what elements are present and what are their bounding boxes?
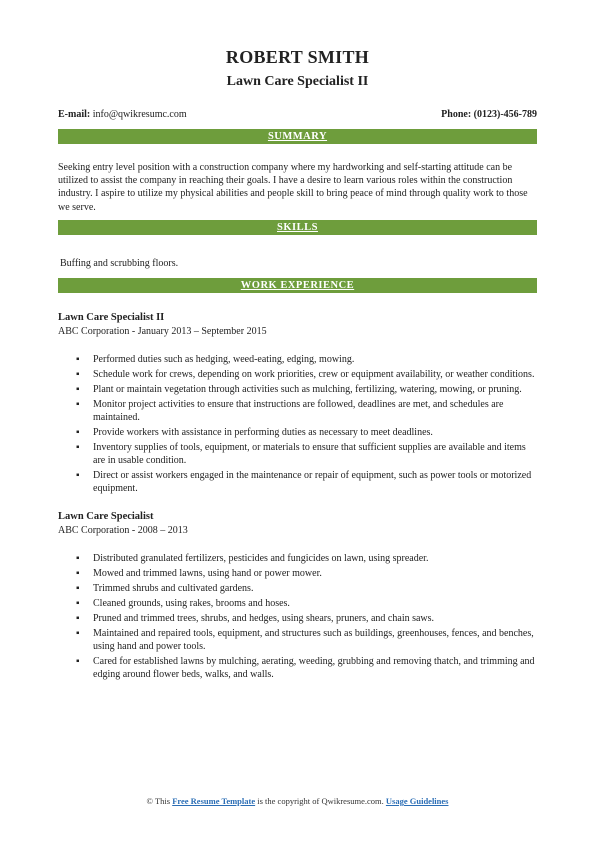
skills-heading: SKILLS bbox=[58, 220, 537, 235]
bullet-item: ▪ Provide workers with assistance in performing duties as necessary to meet deadlines. bbox=[93, 426, 537, 439]
job-title: Lawn Care Specialist II bbox=[58, 311, 165, 323]
usage-guidelines-link[interactable]: Usage Guidelines bbox=[385, 796, 449, 806]
phone-value: (0123)-456-789 bbox=[473, 109, 537, 120]
candidate-name: ROBERT SMITH bbox=[225, 47, 370, 67]
work-experience-heading: WORK EXPERIENCE bbox=[58, 278, 537, 293]
phone-label: Phone: bbox=[441, 109, 472, 120]
bullet-item: ▪ Trimmed shrubs and cultivated gardens. bbox=[93, 582, 537, 595]
bullet-item: ▪ Cared for established lawns by mulching, aerating, weeding, grubbing and removing thatch, and trimming and edging around flower beds, walks, and walls. bbox=[93, 655, 537, 681]
job-meta: ABC Corporation - 2008 – 2013 bbox=[58, 524, 188, 536]
footer-middle: is the copyright of Qwikresume.com. bbox=[257, 796, 384, 806]
bullet-item: ▪ Plant or maintain vegetation through activities such as mulching, fertilizing, watering, mowing, or pruning. bbox=[93, 383, 537, 396]
email-label: E-mail: bbox=[58, 109, 91, 120]
bullet-item: ▪ Schedule work for crews, depending on work priorities, crew or equipment availability, or weather conditions. bbox=[93, 368, 537, 381]
bullet-item: ▪ Inventory supplies of tools, equipment, or materials to ensure that sufficient supplies are available and items are in usable condition. bbox=[93, 441, 537, 467]
bullet-item: ▪ Mowed and trimmed lawns, using hand or power mower. bbox=[93, 567, 537, 580]
bullet-item: ▪ Direct or assist workers engaged in the maintenance or repair of equipment, such as power tools or motorized equipment. bbox=[93, 469, 537, 495]
job-bullets bbox=[58, 552, 537, 681]
bullet-item: ▪ Distributed granulated fertilizers, pesticides and fungicides on lawn, using spreader. bbox=[93, 552, 537, 565]
email-value[interactable]: info@qwikresumc.com bbox=[92, 109, 187, 120]
bullet-item: ▪ Maintained and repaired tools, equipment, and structures such as buildings, greenhouses, fences, and benches, using hand and power tools. bbox=[93, 627, 537, 653]
bullet-item: ▪ Cleaned grounds, using rakes, brooms and hoses. bbox=[93, 597, 537, 610]
job-entry bbox=[58, 510, 537, 681]
job-meta: ABC Corporation - January 2013 – September 2015 bbox=[58, 325, 267, 337]
footer-prefix: © This bbox=[146, 796, 171, 806]
skills-text: Buffing and scrubbing floors. bbox=[60, 257, 179, 269]
free-resume-template-link[interactable]: Free Resume Template bbox=[172, 796, 256, 806]
email-block bbox=[58, 108, 187, 121]
phone-block bbox=[441, 108, 537, 121]
bullet-item: ▪ Pruned and trimmed trees, shrubs, and hedges, using shears, pruners, and chain saws. bbox=[93, 612, 537, 625]
summary-heading: SUMMARY bbox=[58, 129, 537, 144]
contact-row bbox=[58, 108, 537, 121]
bullet-item: ▪ Performed duties such as hedging, weed-eating, edging, mowing. bbox=[93, 353, 537, 366]
bullet-item: ▪ Monitor project activities to ensure that instructions are followed, deadlines are met, and schedules are maintained. bbox=[93, 398, 537, 424]
summary-text: Seeking entry level position with a construction company where my hardworking and self-starting attitude can be utilized to assist the company in reaching their goals. I have a desire to learn various roles within the construction industry. I aspire to utilize my physical abilities and people skill to bring peace of mind through quality work to those we serve. bbox=[58, 162, 528, 213]
job-title: Lawn Care Specialist bbox=[58, 510, 154, 522]
job-entry bbox=[58, 311, 537, 495]
job-bullets bbox=[58, 353, 537, 495]
candidate-title: Lawn Care Specialist II bbox=[226, 74, 369, 89]
footer bbox=[0, 796, 595, 806]
